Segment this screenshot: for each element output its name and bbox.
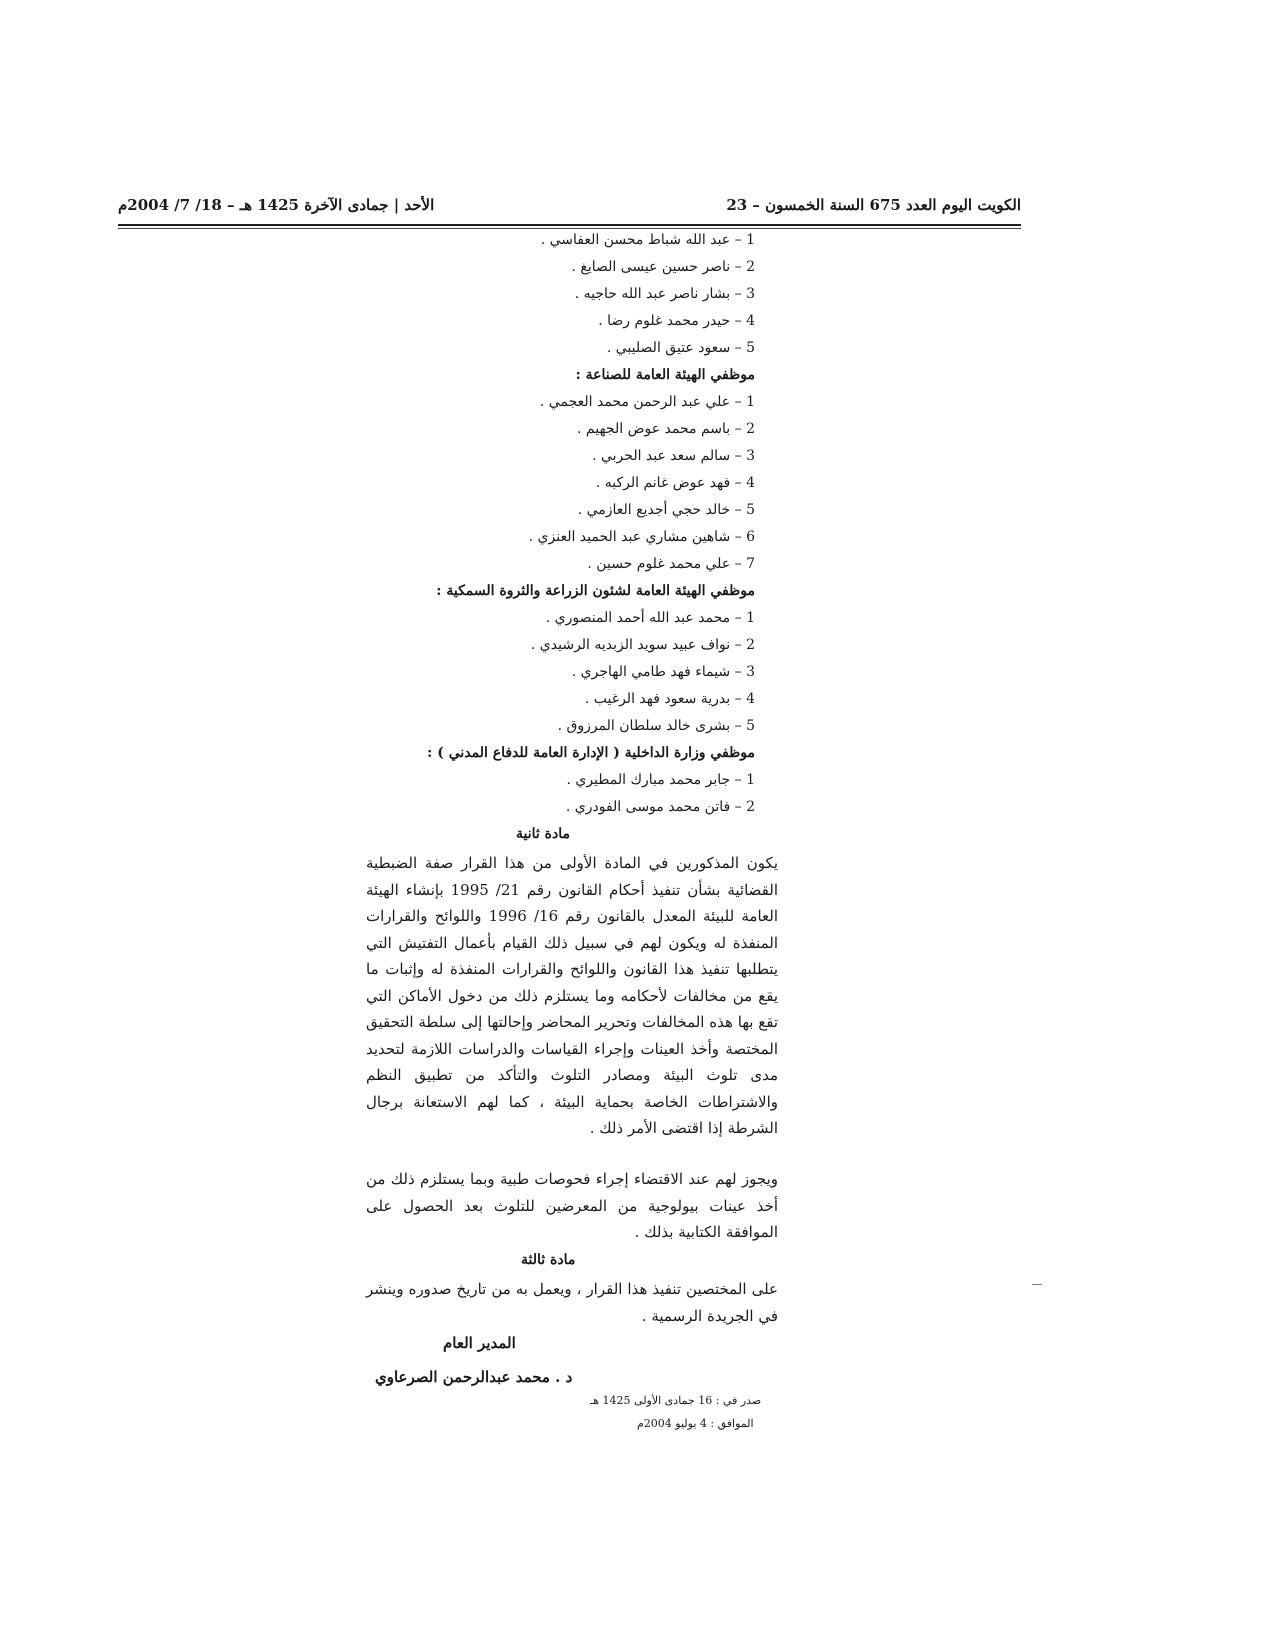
list-item: 2 – ناصر حسين عيسى الصايغ . [571,259,755,275]
header-issue-info: الكويت اليوم العدد 675 السنة الخمسون – 23 [726,196,1021,214]
signature-title: المدير العام [443,1334,516,1352]
header-date: الأحد | جمادى الآخرة 1425 هـ – 18/ 7/ 2004م [118,196,435,214]
signature-name: د . محمد عبدالرحمن الصرعاوي [375,1368,573,1386]
header-rule-thin [118,228,1021,229]
list-item: 5 – سعود عتيق الصليبي . [606,340,755,356]
article-two-paragraph: يكون المذكورين في المادة الأولى من هذا القرار صفة الضبطية القضائية بشأن تنفيذ أحكام القانون رقم 21/ 1995 بإنشاء الهيئة العامة للبيئة المعدل بالقانون رقم 16/ 1996 واللوائح والقرارات المنفذة له ويكون لهم في سبيل ذلك القيام بأعمال التفتيش التي يتطلبها تنفيذ هذا القانون واللوائح والقرارات المنفذة له وإثبات ما يقع من مخالفات لأحكامه وما يستلزم ذلك من دخول الأماكن التي تقع بها هذه المخالفات وتحرير المحاضر وإحالتها إلى سلطة التحقيق المختصة وأخذ العينات وإجراء القياسات والدراسات اللازمة لتحديد مدى تلوث البيئة ومصادر التلوث والتأكد من تطبيق النظم والاشتراطات الخاصة بحماية البيئة ، كما لهم الاستعانة برجال الشرطة إذا اقتضى الأمر ذلك . [366,854,778,1137]
section-heading-interior: موظفي وزارة الداخلية ( الإدارة العامة للدفاع المدني ) : [427,745,755,761]
list-item: 4 – فهد عوض غانم الركبه . [595,475,755,491]
issue-date: صدر في : 16 جمادى الأولى 1425 هـ [590,1394,762,1407]
list-item: 1 – جابر محمد مبارك المطيري . [566,772,755,788]
list-item: 3 – بشار ناصر عبد الله حاجيه . [574,286,755,302]
list-item: 1 – علي عبد الرحمن محمد العجمي . [539,394,755,410]
list-item: 1 – محمد عبد الله أحمد المنصوري . [545,610,755,626]
list-item: 3 – شيماء فهد طامي الهاجري . [571,664,755,680]
section-heading-agriculture: موظفي الهيئة العامة لشئون الزراعة والثروة السمكية : [436,583,755,599]
list-item: 4 – بدرية سعود فهد الرغيب . [584,691,755,707]
list-item: 2 – نواف عبيد سويد الزبديه الرشيدي . [530,637,755,653]
scan-mark [1032,1284,1042,1285]
list-item: 5 – بشرى خالد سلطان المرزوق . [557,718,755,734]
list-item: 3 – سالم سعد عبد الحربي . [592,448,755,464]
header-rule [118,224,1021,226]
gregorian-date: الموافق : 4 يوليو 2004م [637,1417,754,1430]
article-three-paragraph: على المختصين تنفيذ هذا القرار ، ويعمل به من تاريخ صدوره وينشر في الجريدة الرسمية . [366,1280,778,1325]
list-item: 5 – خالد حجي أجديع العازمي . [577,502,755,518]
list-item: 7 – علي محمد غلوم حسين . [587,556,755,572]
list-item: 6 – شاهين مشاري عبد الحميد العنزي . [528,529,755,545]
list-item: 2 – باسم محمد عوض الجهيم . [577,421,755,437]
article-three-title: مادة ثالثة [521,1252,576,1268]
article-two-title: مادة ثانية [516,826,570,842]
list-item: 4 – حيدر محمد غلوم رضا . [598,313,755,329]
list-item: 2 – فاتن محمد موسى الفودري . [565,799,755,815]
article-two-paragraph-2: ويجوز لهم عند الاقتضاء إجراء فحوصات طبية وبما يستلزم ذلك من أخذ عينات بيولوجية من المعرضين للتلوث بعد الحصول على الموافقة الكتابية بذلك . [366,1170,778,1241]
section-heading-industry: موظفي الهيئة العامة للصناعة : [575,367,755,383]
list-item: 1 – عبد الله شباط محسن العفاسي . [540,232,755,248]
